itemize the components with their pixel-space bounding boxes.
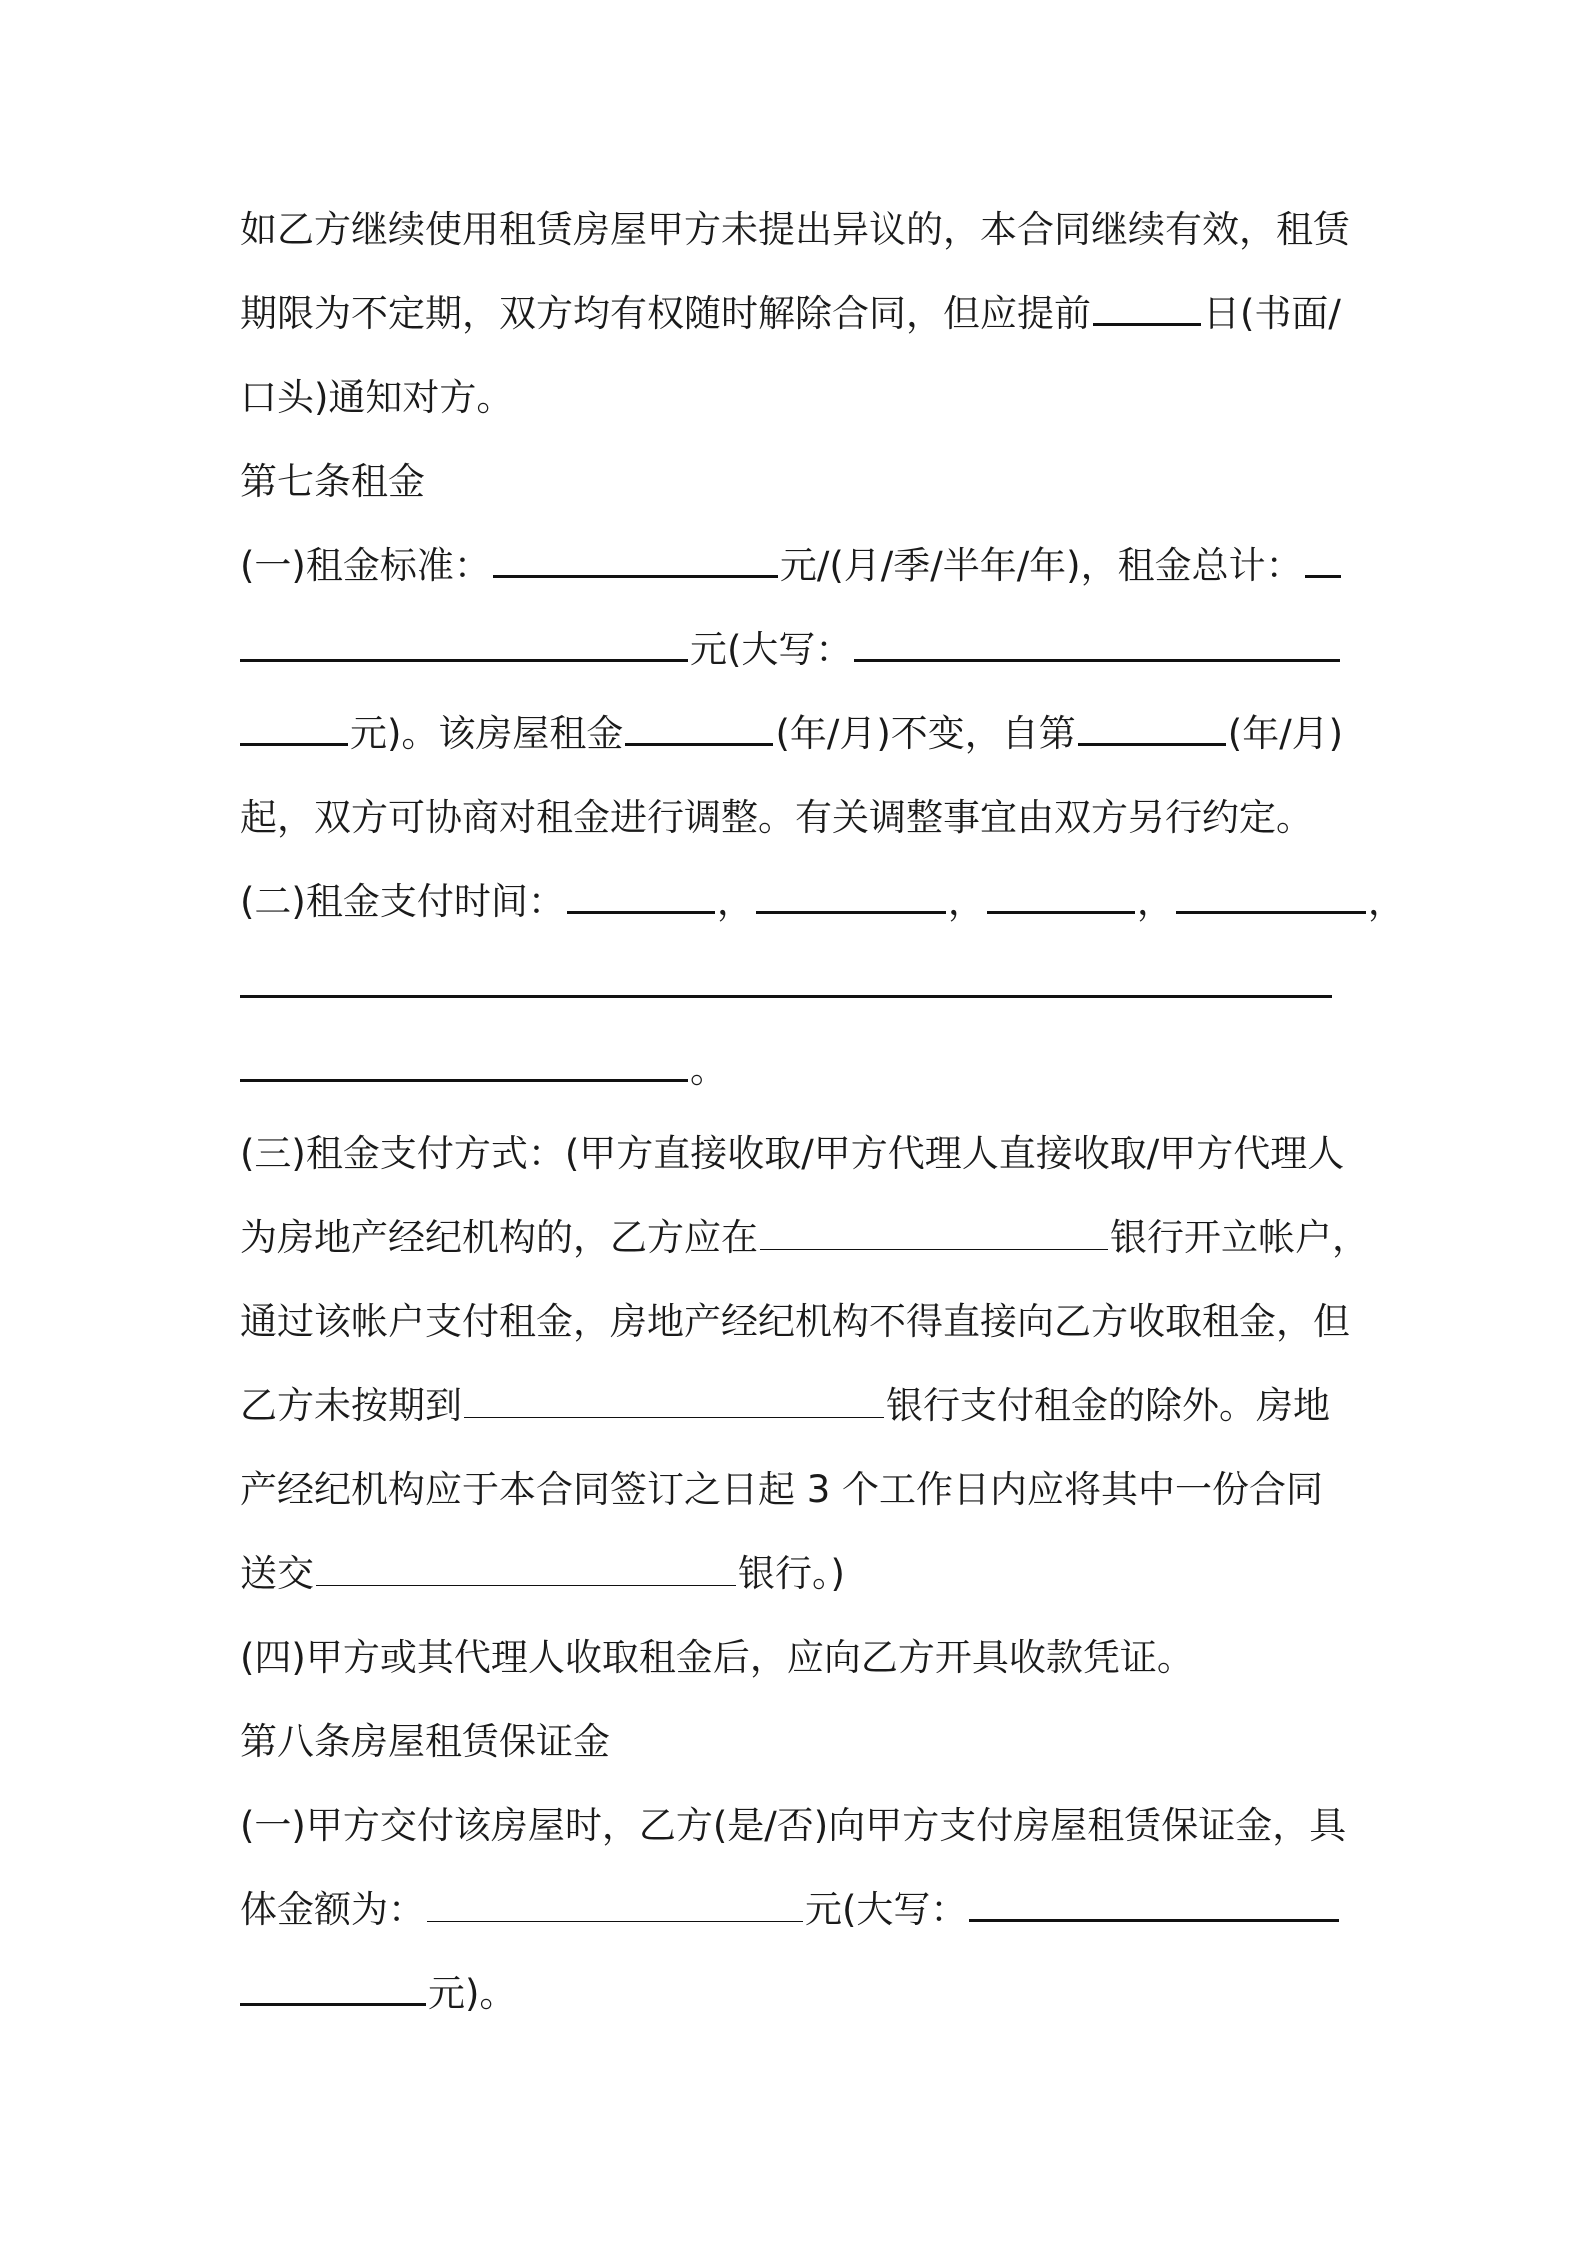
paragraph-line — [240, 1208, 1369, 1268]
fill-blank[interactable] — [240, 1043, 688, 1082]
text: (二)租金支付时间： — [240, 880, 565, 923]
paragraph-line — [240, 1376, 1330, 1436]
text: 元)。该房屋租金 — [350, 712, 624, 755]
text: 第七条租金 — [240, 460, 425, 503]
fill-blank[interactable] — [625, 707, 773, 746]
paragraph-line — [240, 704, 1343, 764]
text: 元(大写： — [805, 1888, 968, 1931]
fill-blank[interactable] — [1093, 287, 1201, 326]
fill-blank[interactable] — [464, 1381, 884, 1418]
paragraph-line — [240, 872, 1405, 932]
paragraph-line — [240, 536, 1343, 596]
text: 银行开立帐户， — [1110, 1216, 1369, 1259]
fill-blank[interactable] — [240, 707, 348, 746]
paragraph-line — [240, 368, 513, 428]
text: 乙方未按期到 — [240, 1384, 462, 1427]
text: 期限为不定期，双方均有权随时解除合同，但应提前 — [240, 292, 1091, 335]
paragraph-line — [240, 1460, 1323, 1520]
fill-blank-full-line[interactable] — [240, 995, 1332, 998]
separator: ， — [716, 880, 754, 923]
text: 体金额为： — [240, 1888, 425, 1931]
text: 如乙方继续使用租赁房屋甲方未提出异议的，本合同继续有效，租赁 — [240, 208, 1350, 251]
text: 起，双方可协商对租金进行调整。有关调整事宜由双方另行约定。 — [240, 796, 1313, 839]
text: (一)甲方交付该房屋时，乙方(是/否)向甲方支付房屋租赁保证金，具 — [240, 1804, 1347, 1847]
text: 元)。 — [428, 1972, 517, 2015]
paragraph-line — [240, 1544, 845, 1604]
text: 第八条房屋租赁保证金 — [240, 1720, 610, 1763]
text: (四)甲方或其代理人收取租金后，应向乙方开具收款凭证。 — [240, 1636, 1194, 1679]
paragraph-line — [240, 788, 1313, 848]
text: 元/(月/季/半年/年)，租金总计： — [779, 544, 1303, 587]
paragraph-line — [240, 1880, 1341, 1940]
paragraph-line — [240, 284, 1341, 344]
text: (年/月)不变，自第 — [775, 712, 1076, 755]
fill-blank[interactable] — [854, 623, 1340, 662]
fill-blank[interactable] — [316, 1549, 736, 1586]
text: 。 — [690, 1048, 727, 1091]
text: 银行支付租金的除外。房地 — [886, 1384, 1330, 1427]
section-heading — [240, 452, 425, 512]
text: 元(大写： — [690, 628, 853, 671]
fill-blank[interactable] — [1176, 875, 1366, 914]
fill-blank[interactable] — [756, 875, 946, 914]
text: 送交 — [240, 1552, 314, 1595]
fill-blank[interactable] — [240, 623, 688, 662]
text: 为房地产经纪机构的，乙方应在 — [240, 1216, 758, 1259]
separator: ， — [1136, 880, 1174, 923]
paragraph-line — [240, 1796, 1346, 1856]
paragraph-line — [240, 1964, 516, 2024]
paragraph-line — [240, 1292, 1350, 1352]
fill-blank[interactable] — [427, 1885, 803, 1922]
fill-blank[interactable] — [969, 1883, 1339, 1922]
text: 日(书面/ — [1203, 292, 1341, 335]
paragraph-line — [240, 1628, 1194, 1688]
text: 银行。) — [738, 1552, 845, 1595]
text: 通过该帐户支付租金，房地产经纪机构不得直接向乙方收取租金，但 — [240, 1300, 1350, 1343]
separator: ， — [947, 880, 985, 923]
paragraph-line — [240, 200, 1350, 260]
text: 产经纪机构应于本合同签订之日起 3 个工作日内应将其中一份合同 — [240, 1468, 1324, 1511]
text: (一)租金标准： — [240, 544, 491, 587]
fill-blank[interactable] — [493, 539, 778, 578]
section-heading — [240, 1712, 610, 1772]
paragraph-line — [240, 1040, 727, 1100]
fill-blank[interactable] — [240, 1967, 426, 2006]
text: (三)租金支付方式：(甲方直接收取/甲方代理人直接收取/甲方代理人 — [240, 1132, 1345, 1175]
paragraph-line — [240, 1124, 1344, 1184]
paragraph-line — [240, 620, 1342, 680]
fill-blank[interactable] — [760, 1213, 1108, 1250]
separator: ， — [1367, 880, 1405, 923]
fill-blank[interactable] — [1078, 707, 1226, 746]
text: (年/月) — [1227, 712, 1344, 755]
fill-blank[interactable] — [987, 875, 1135, 914]
fill-blank[interactable] — [1305, 539, 1341, 578]
text: 口头)通知对方。 — [240, 376, 514, 419]
fill-blank[interactable] — [567, 875, 715, 914]
